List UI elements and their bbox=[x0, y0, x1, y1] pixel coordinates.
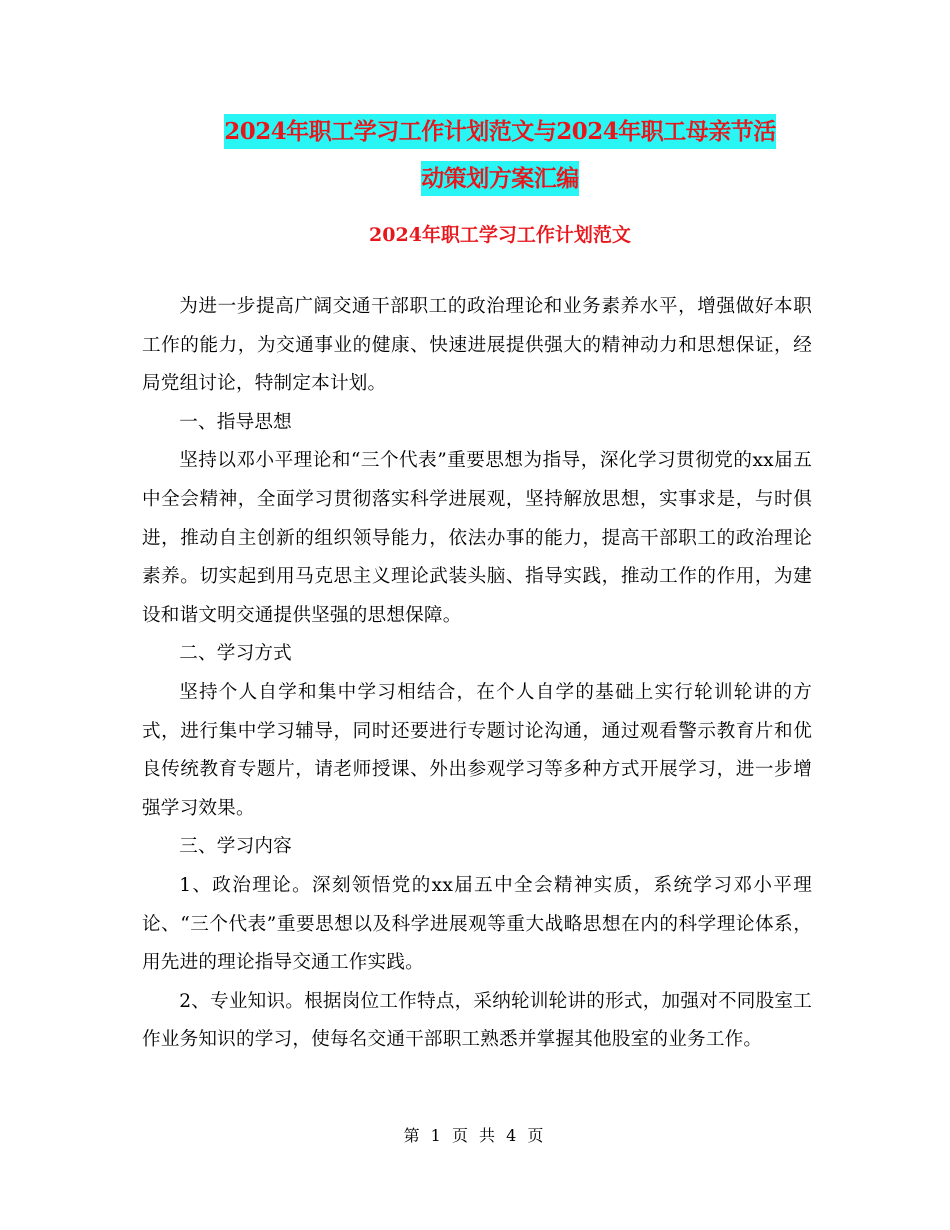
document-title bbox=[140, 108, 860, 202]
document-body bbox=[142, 288, 812, 1060]
page-number-footer: 第 1 页 共 4 页 bbox=[403, 1126, 547, 1145]
paragraph: 坚持以邓小平理论和“三个代表”重要思想为指导，深化学习贯彻党的xx届五中全会精神，全面学习贯彻落实科学进展观，坚持解放思想，实事求是，与时俱进，推动自主创新的组织领导能力，依法办事的能力，提高干部职工的政治理论素养。切实起到用马克思主义理论武装头脑、指导实践，推动工作的作用，为建设和谐文明交通提供坚强的思想保障。 bbox=[142, 450, 812, 626]
heading-study-method: 二、学习方式 bbox=[179, 643, 292, 665]
heading-study-content: 三、学习内容 bbox=[179, 836, 292, 858]
title-line-2: 动策划方案汇编 bbox=[421, 161, 579, 196]
section-title: 2024年职工学习工作计划范文 bbox=[369, 224, 631, 246]
paragraph: 坚持个人自学和集中学习相结合，在个人自学的基础上实行轮训轮讲的方式，进行集中学习辅导，同时还要进行专题讨论沟通，通过观看警示教育片和优良传统教育专题片，请老师授课、外出参观学习等多种方式开展学习，进一步增强学习效果。 bbox=[142, 681, 812, 819]
heading-guiding-ideology: 一、指导思想 bbox=[179, 411, 292, 433]
title-line-1: 2024年职工学习工作计划范文与2024年职工母亲节活 bbox=[224, 114, 776, 149]
paragraph: 为进一步提高广阔交通干部职工的政治理论和业务素养水平，增强做好本职工作的能力，为交通事业的健康、快速进展提供强大的精神动力和思想保证，经局党组讨论，特制定本计划。 bbox=[142, 296, 812, 395]
paragraph: 1、政治理论。深刻领悟党的xx届五中全会精神实质，系统学习邓小平理论、“三个代表”重要思想以及科学进展观等重大战略思想在内的科学理论体系，用先进的理论指导交通工作实践。 bbox=[142, 874, 812, 974]
paragraph: 2、专业知识。根据岗位工作特点，采纳轮训轮讲的形式，加强对不同股室工作业务知识的学习，使每名交通干部职工熟悉并掌握其他股室的业务工作。 bbox=[142, 990, 812, 1051]
